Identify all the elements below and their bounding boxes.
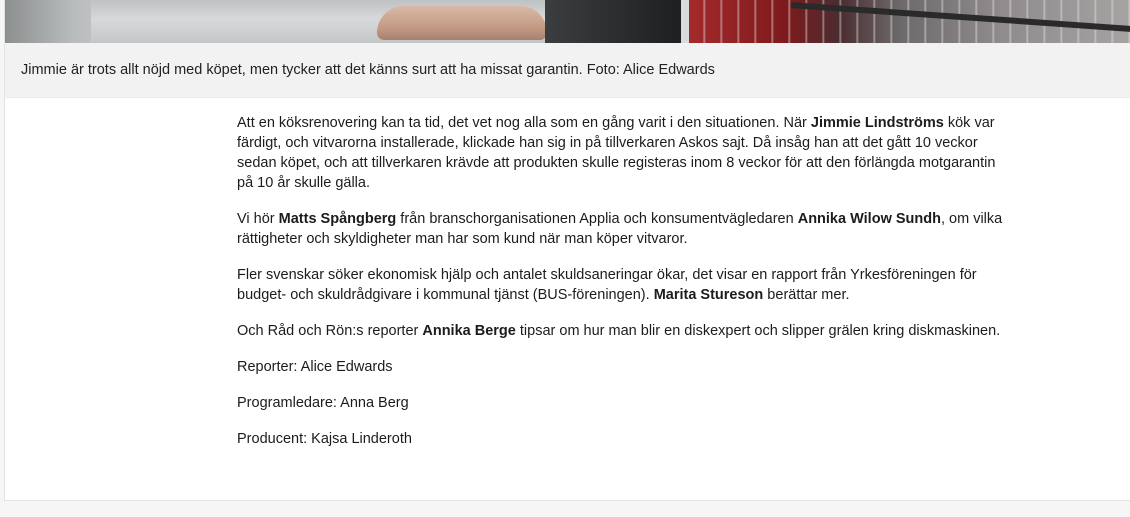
credit-producer: Producent: Kajsa Linderoth — [237, 431, 412, 447]
article-paragraph-2 — [237, 209, 1012, 249]
paragraph-text: kök var färdigt, och vitvarorna installerade, klickade han sig in på tillverkaren Askos sajt. Då insåg han att det gått 10 veckor sedan köpet, och att tillverkaren krävde att produkten skulle registeras inom 8 veckor för att den förlängda motgarantin på 10 år skulle gälla. — [237, 115, 996, 191]
person-name: Marita Stureson — [653, 287, 764, 303]
paragraph-text: Och Råd och Rön:s reporter — [237, 323, 423, 339]
person-name: Matts Spångberg — [278, 211, 397, 227]
article-card — [4, 0, 1130, 501]
paragraph-text: , om vilka rättigheter och skyldigheter man har som kund när man köper vitvaror. — [237, 211, 1003, 247]
article-paragraph-3 — [237, 265, 1012, 305]
person-name: Jimmie Lindströms — [810, 115, 944, 131]
article-paragraph-4 — [237, 321, 1012, 341]
paragraph-text: tipsar om hur man blir en diskexpert och slipper grälen kring diskmaskinen. — [515, 323, 1001, 339]
paragraph-text: Fler svenskar söker ekonomisk hjälp och antalet skuldsaneringar ökar, det visar en rapport från Yrkesföreningen för budget- och skuldrådgivare i kommunal tjänst (BUS-föreningen). — [237, 267, 977, 303]
photo-caption — [5, 43, 1130, 98]
paragraph-text: Vi hör — [237, 211, 279, 227]
article-body — [237, 113, 1012, 465]
credit-host: Programledare: Anna Berg — [237, 395, 409, 411]
article-photo — [5, 0, 1130, 43]
paragraph-text: Att en köksrenovering kan ta tid, det vet nog alla som en gång varit i den situationen. När — [237, 115, 811, 131]
person-name: Annika Berge — [422, 323, 516, 339]
paragraph-text: från branschorganisationen Applia och konsumentvägledaren — [396, 211, 798, 227]
person-name: Annika Wilow Sundh — [797, 211, 941, 227]
credit-reporter: Reporter: Alice Edwards — [237, 359, 393, 375]
paragraph-text: berättar mer. — [763, 287, 850, 303]
article-paragraph-1 — [237, 113, 1012, 193]
photo-caption-text: Jimmie är trots allt nöjd med köpet, men tycker att det känns surt att ha missat garantin. Foto: Alice Edwards — [21, 62, 715, 78]
